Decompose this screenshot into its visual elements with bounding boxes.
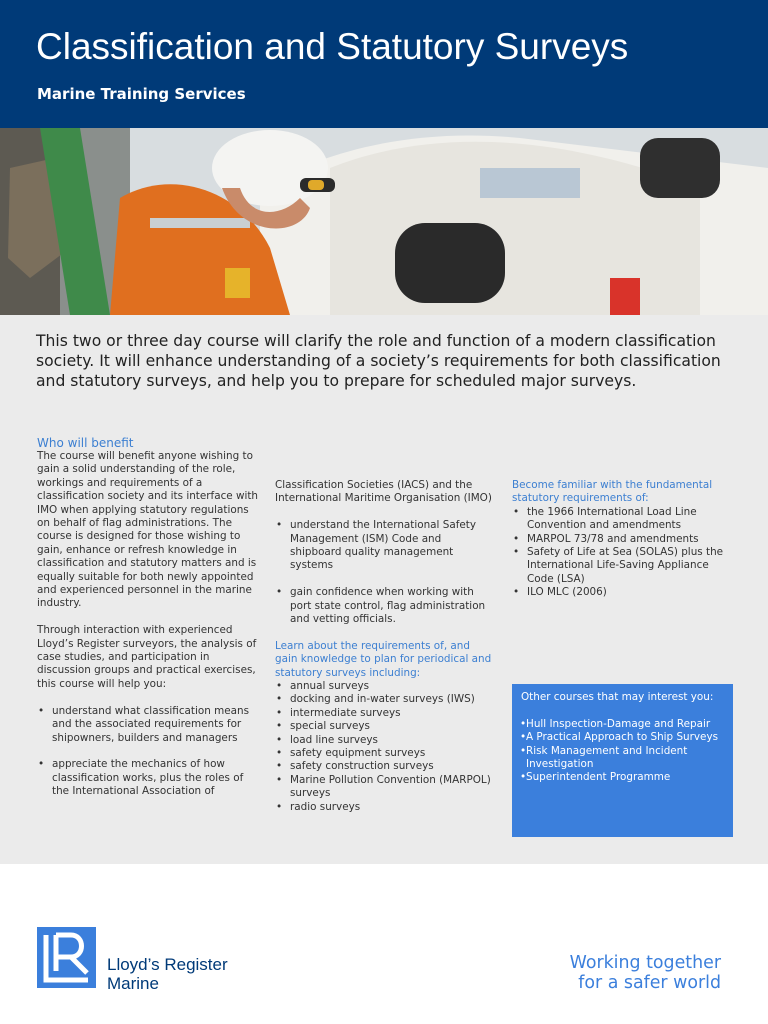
list-item: • load line surveys <box>275 734 495 747</box>
logo-wordmark <box>107 955 228 993</box>
learn-heading: Learn about the requirements of, and gain knowledge to plan for periodical and statutory surveys including: <box>275 639 492 679</box>
list-item: • understand the International Safety Management (ISM) Code and shipboard quality management systems <box>275 519 495 573</box>
page-subtitle: Marine Training Services <box>37 85 246 103</box>
list-item: • special surveys <box>275 720 495 733</box>
column-outcomes-surveys <box>275 479 495 814</box>
list-item: • ILO MLC (2006) <box>512 586 734 599</box>
list-item: • appreciate the mechanics of how classification works, plus the roles of the International Association of <box>37 758 259 798</box>
logo-line-2: Marine <box>107 974 159 993</box>
list-item: • radio surveys <box>275 801 495 814</box>
content-panel <box>0 315 768 864</box>
page-title: Classification and Statutory Surveys <box>36 26 629 67</box>
list-item: • Safety of Life at Sea (SOLAS) plus the International Life-Saving Appliance Code (LSA) <box>512 546 734 586</box>
course-link[interactable]: • Risk Management and Incident Investigation <box>521 745 725 772</box>
course-outcomes-list-continued <box>275 519 495 626</box>
other-courses-list <box>521 718 725 785</box>
continued-text: Classification Societies (IACS) and the International Maritime Organisation (IMO) <box>275 479 492 505</box>
column-statutory <box>512 479 734 600</box>
list-item: • Marine Pollution Convention (MARPOL) surveys <box>275 774 495 801</box>
list-item: • understand what classification means and the associated requirements for shipowners, builders and managers <box>37 705 259 745</box>
other-courses-heading: Other courses that may interest you: <box>521 691 714 703</box>
list-item: • gain confidence when working with port state control, flag administration and vetting officials. <box>275 586 495 626</box>
list-item: • intermediate surveys <box>275 707 495 720</box>
course-outcomes-list <box>37 705 259 799</box>
statutory-list <box>512 506 734 600</box>
hero-photo <box>0 128 768 315</box>
list-item: • MARPOL 73/78 and amendments <box>512 533 734 546</box>
benefit-paragraph: The course will benefit anyone wishing to gain a solid understanding of the role, workings and requirements of a classification society and its interface with IMO when applying statutory regulations on behalf of flag administrations. The course is designed for those wishing to gain, enhance or refresh knowledge in classification and statutory matters and is equally suitable for both newly appointed and experienced personnel in the marine industry. <box>37 450 259 610</box>
other-courses-box <box>512 684 733 837</box>
list-item: • the 1966 International Load Line Convention and amendments <box>512 506 734 533</box>
course-link[interactable]: • Hull Inspection-Damage and Repair <box>521 718 725 731</box>
tagline-line-1: Working together <box>569 953 721 973</box>
statutory-heading: Become familiar with the fundamental statutory requirements of: <box>512 479 713 505</box>
list-item: • safety equipment surveys <box>275 747 495 760</box>
column-who-will-benefit <box>37 436 259 812</box>
logo-line-1: Lloyd’s Register <box>107 955 228 974</box>
interaction-paragraph: Through interaction with experienced Lloyd’s Register surveyors, the analysis of case studies, and participation in discussion groups and practical exercises, this course will help you: <box>37 624 257 690</box>
header-banner <box>0 0 768 128</box>
list-item: • safety construction surveys <box>275 760 495 773</box>
tagline <box>544 953 721 993</box>
course-link[interactable]: • Superintendent Programme <box>521 771 725 784</box>
lr-logo-icon <box>37 927 96 988</box>
course-link[interactable]: • A Practical Approach to Ship Surveys <box>521 731 725 744</box>
intro-paragraph: This two or three day course will clarify the role and function of a modern classification society. It will enhance understanding of a society’s requirements for both classification and statutory surveys, and help you to prepare for scheduled major surveys. <box>36 332 721 390</box>
list-item: • docking and in-water surveys (IWS) <box>275 693 495 706</box>
surveys-list <box>275 680 495 814</box>
tagline-line-2: for a safer world <box>578 973 721 993</box>
list-item: • annual surveys <box>275 680 495 693</box>
who-will-benefit-heading: Who will benefit <box>37 436 134 450</box>
